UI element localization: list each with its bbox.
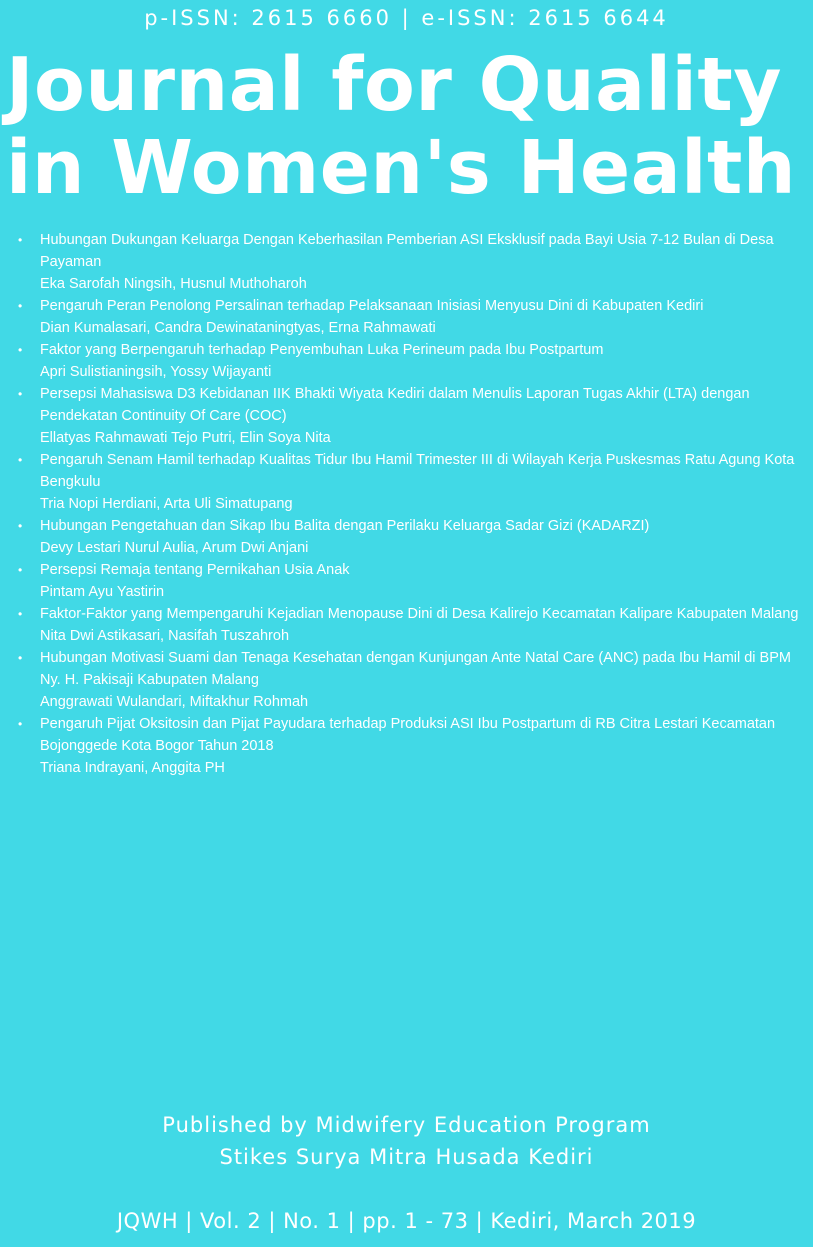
issn-line: p-ISSN: 2615 6660 | e-ISSN: 2615 6644 bbox=[144, 6, 669, 30]
article-authors: Tria Nopi Herdiani, Arta Uli Simatupang bbox=[40, 496, 293, 512]
issue-info: JQWH | Vol. 2 | No. 1 | pp. 1 - 73 | Kediri, March 2019 bbox=[116, 1209, 697, 1233]
article-title: • Pengaruh Pijat Oksitosin dan Pijat Payudara terhadap Produksi ASI Ibu Postpartum di RB Citra Lestari Kecamatan Bojonggede Kota Bogor Tahun 2018 bbox=[40, 716, 776, 754]
article-item bbox=[0, 449, 813, 515]
article-title: • Hubungan Pengetahuan dan Sikap Ibu Balita dengan Perilaku Keluarga Sadar Gizi (KADARZI) bbox=[40, 518, 650, 534]
journal-title-line-1: Journal for Quality bbox=[6, 42, 782, 128]
article-authors: Ellatyas Rahmawati Tejo Putri, Elin Soya Nita bbox=[40, 430, 331, 446]
article-item bbox=[0, 295, 813, 339]
article-authors: Pintam Ayu Yastirin bbox=[40, 584, 165, 600]
journal-title bbox=[6, 44, 806, 210]
article-item bbox=[0, 229, 813, 295]
publisher-line-1: Published by Midwifery Education Program bbox=[162, 1113, 651, 1137]
article-item bbox=[0, 339, 813, 383]
article-title: • Pengaruh Senam Hamil terhadap Kualitas Tidur Ibu Hamil Trimester III di Wilayah Kerja Puskesmas Ratu Agung Kota Bengkulu bbox=[40, 452, 795, 490]
article-title: • Hubungan Motivasi Suami dan Tenaga Kesehatan dengan Kunjungan Ante Natal Care (ANC) pada Ibu Hamil di BPM Ny. H. Pakisaji Kabupaten Malang bbox=[40, 650, 791, 688]
table-of-contents bbox=[0, 229, 813, 779]
article-authors: Eka Sarofah Ningsih, Husnul Muthoharoh bbox=[40, 276, 307, 292]
article-title: • Faktor-Faktor yang Mempengaruhi Kejadian Menopause Dini di Desa Kalirejo Kecamatan Kalipare Kabupaten Malang bbox=[40, 606, 799, 622]
article-authors: Dian Kumalasari, Candra Dewinataningtyas, Erna Rahmawati bbox=[40, 320, 436, 336]
article-authors: Devy Lestari Nurul Aulia, Arum Dwi Anjani bbox=[40, 540, 309, 556]
article-item bbox=[0, 515, 813, 559]
article-authors: Apri Sulistianingsih, Yossy Wijayanti bbox=[40, 364, 272, 380]
article-item bbox=[0, 647, 813, 713]
article-authors: Triana Indrayani, Anggita PH bbox=[40, 760, 225, 776]
article-title: • Faktor yang Berpengaruh terhadap Penyembuhan Luka Perineum pada Ibu Postpartum bbox=[40, 342, 604, 358]
article-authors: Nita Dwi Astikasari, Nasifah Tuszahroh bbox=[40, 628, 290, 644]
article-title: • Persepsi Remaja tentang Pernikahan Usia Anak bbox=[40, 562, 350, 578]
article-title: • Persepsi Mahasiswa D3 Kebidanan IIK Bhakti Wiyata Kediri dalam Menulis Laporan Tugas Akhir (LTA) dengan Pendekatan Continuity Of Care (COC) bbox=[40, 386, 750, 424]
article-item bbox=[0, 383, 813, 449]
publisher-line-2: Stikes Surya Mitra Husada Kediri bbox=[219, 1145, 594, 1169]
article-title: • Hubungan Dukungan Keluarga Dengan Keberhasilan Pemberian ASI Eksklusif pada Bayi Usia 7-12 Bulan di Desa Payaman bbox=[40, 232, 774, 270]
article-authors: Anggrawati Wulandari, Miftakhur Rohmah bbox=[40, 694, 309, 710]
article-item bbox=[0, 713, 813, 779]
journal-title-line-2: in Women's Health bbox=[6, 125, 797, 211]
article-item bbox=[0, 603, 813, 647]
publisher-block bbox=[0, 1109, 813, 1173]
article-item bbox=[0, 559, 813, 603]
article-title: • Pengaruh Peran Penolong Persalinan terhadap Pelaksanaan Inisiasi Menyusu Dini di Kabupaten Kediri bbox=[40, 298, 704, 314]
